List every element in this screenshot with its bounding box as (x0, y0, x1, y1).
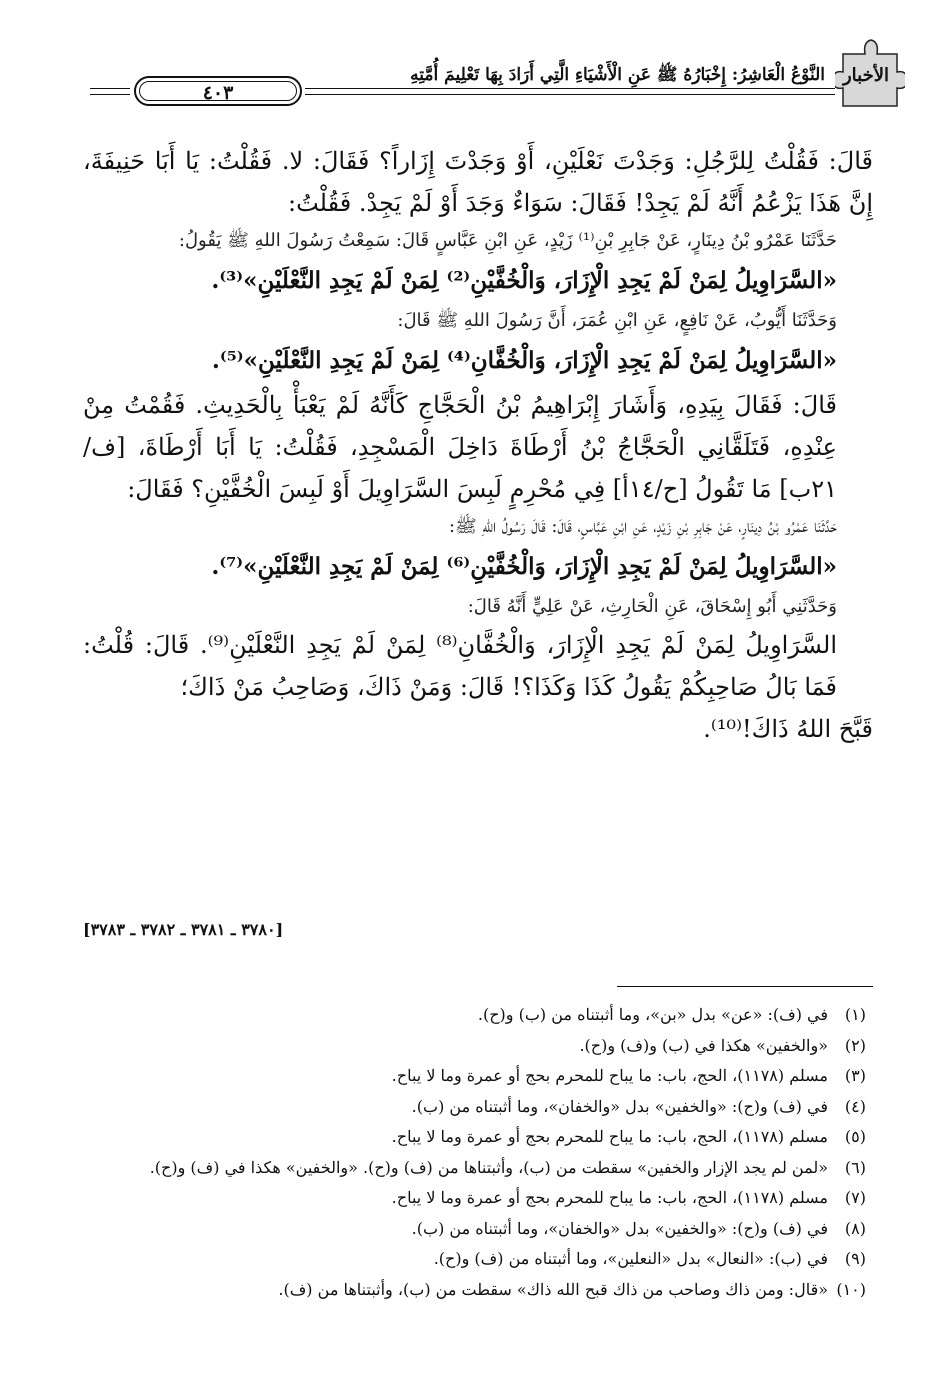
hadith-text: «السَّرَاوِيلُ لِمَنْ لَمْ يَجِدِ الْإِزَارَ، وَالْخُفَّانِ⁽⁴⁾ لِمَنْ لَمْ يَجِدِ النَّعْلَيْنِ»⁽⁵⁾. (211, 347, 837, 374)
footnote-number: (٧) (844, 1188, 866, 1207)
footnote-number: (٢) (844, 1035, 866, 1055)
header-rule (305, 94, 835, 95)
footnote-number: (٨) (844, 1218, 866, 1238)
footnote-number: (٣) (844, 1066, 866, 1085)
footnote-number: (١٠) (836, 1279, 866, 1299)
paragraph: قَالَ: فَقَالَ بِيَدِهِ، وَأَشَارَ إِبْرَاهِيمُ بْنُ الْحَجَّاجِ كَأَنَّهُ لَمْ يَعْبَأْ بِالْحَدِيثِ. فَقُمْتُ مِنْ عِنْدِهِ، فَتَلَقَّانِي الْحَجَّاجُ بْنُ أَرْطَاةَ دَاخِلَ الْمَسْجِدِ، فَقُلْتُ: يَا أَبَا أَرْطَاةَ، [ف/ ٢١ب] مَا تَقُولُ [ح/١٤أ] فِي مُحْرِمٍ لَبِسَ السَّرَاوِيلَ أَوْ لَبِسَ الْخُفَّيْنِ؟ فَقَالَ: (83, 391, 838, 503)
chapter-title: النَّوْعُ الْعَاشِرُ: إِخْبَارُهُ ﷺ عَنِ الْأَشْيَاءِ الَّتِي أَرَادَ بِهَا تَعْلِيمَ أُمَّتِهِ (410, 65, 825, 85)
page-header (90, 62, 895, 114)
footnote-number: (٤) (844, 1096, 866, 1116)
paragraph: قَالَ: فَقُلْتُ لِلرَّجُلِ: وَجَدْتَ نَعْلَيْنِ، أَوْ وَجَدْتَ إِزَاراً؟ فَقَالَ: لا. فَقُلْتُ: يَا أَبَا حَنِيفَةَ، إِنَّ هَذَا يَزْعُمُ أَنَّهُ لَمْ يَجِدْ! فَقَالَ: سَوَاءٌ وَجَدَ أَوْ لَمْ يَجِدْ. فَقُلْتُ: (83, 147, 873, 217)
header-rule (90, 94, 130, 95)
page-number: ٤٠٣ (139, 81, 297, 101)
footnote (60, 1122, 890, 1153)
footnote-number: (٥) (844, 1127, 866, 1146)
paragraph: السَّرَاوِيلُ لِمَنْ لَمْ يَجِدِ الْإِزَارَ، وَالْخُفَّانِ⁽⁸⁾ لِمَنْ لَمْ يَجِدِ النَّعْلَيْنِ⁽⁹⁾. قَالَ: قُلْتُ: فَمَا بَالُ صَاحِبِكُمْ يَقُولُ كَذَا وَكَذَا؟! قَالَ: وَمَنْ ذَاكَ، وَصَاحِبُ مَنْ ذَاكَ؛ (83, 631, 837, 701)
header-rule (305, 88, 835, 89)
isnad: وَحَدَّثَنِي أَبُو إِسْحَاقَ، عَنِ الْحَارِثِ، عَنْ عَلِيٍّ أَنَّهُ قَالَ: (467, 596, 837, 617)
footnote (60, 1000, 890, 1031)
footnote (60, 1275, 890, 1306)
isnad: حَدَّثَنَا عَمْرُو بْنُ دِينَارٍ، عَنْ جَابِرِ بْنِ زَيْدٍ، عَنِ ابْنِ عَبَّاسٍ، قَالَ: قَالَ رَسُولُ اللهِ ﷺ: (448, 516, 837, 537)
footnote (60, 1031, 890, 1062)
footnote (60, 1153, 890, 1184)
footnote-number: (٩) (844, 1249, 866, 1268)
footnote-text: «والخفين» هكذا في (ب) و(ف) و(ح). (579, 1035, 828, 1055)
footnote (60, 1244, 890, 1275)
hadith-text: «السَّرَاوِيلُ لِمَنْ لَمْ يَجِدِ الْإِزَارَ، وَالْخُفَّيْنِ⁽²⁾ لِمَنْ لَمْ يَجِدِ النَّعْلَيْنِ»⁽³⁾. (211, 267, 837, 294)
footnote-text: «لمن لم يجد الإزار والخفين» سقطت من (ب)، وأثبتناها من (ف) و(ح). «والخفين» هكذا في (ف) و(ح). (149, 1157, 828, 1177)
isnad: حَدَّثَنَا عَمْرُو بْنُ دِينَارٍ، عَنْ جَابِرِ بْنِ⁽¹⁾ زَيْدٍ، عَنِ ابْنِ عَبَّاسٍ قَالَ: سَمِعْتُ رَسُولَ اللهِ ﷺ يَقُولُ: (178, 230, 837, 251)
footnote-text: في (ف): «عن» بدل «بن»، وما أثبتناه من (ب) و(ح). (477, 1005, 828, 1024)
footnote-text: في (ف) و(ح): «والخفين» بدل «والخفان»، وما أثبتناه من (ب). (411, 1096, 828, 1116)
footnote-text: مسلم (١١٧٨)، الحج، باب: ما يباح للمحرم بحج أو عمرة وما لا يباح. (391, 1188, 828, 1207)
header-rule (90, 88, 130, 89)
main-text (83, 140, 873, 750)
hadith-reference-numbers: [٣٧٨٠ ـ ٣٧٨١ ـ ٣٧٨٢ ـ ٣٧٨٣] (83, 920, 284, 939)
hadith-text: «السَّرَاوِيلُ لِمَنْ لَمْ يَجِدِ الْإِزَارَ، وَالْخُفَّيْنِ⁽⁶⁾ لِمَنْ لَمْ يَجِدِ النَّعْلَيْنِ»⁽⁷⁾. (211, 553, 837, 580)
isnad: وَحَدَّثَنَا أَيُّوبُ، عَنْ نَافِعٍ، عَنِ ابْنِ عُمَرَ، أَنَّ رَسُولَ اللهِ ﷺ قَالَ: (397, 310, 837, 331)
footnote (60, 1061, 890, 1092)
paragraph: قَبَّحَ اللهُ ذَاكَ!⁽¹⁰⁾. (703, 715, 873, 743)
footnote (60, 1183, 890, 1214)
footnote (60, 1214, 890, 1245)
footnote-text: مسلم (١١٧٨)، الحج، باب: ما يباح للمحرم بحج أو عمرة وما لا يباح. (391, 1127, 828, 1146)
footnote-text: في (ب): «النعال» بدل «النعلين»، وما أثبتناه من (ف) و(ح). (433, 1249, 828, 1268)
footnote-text: في (ف) و(ح): «والخفين» بدل «والخفان»، وما أثبتناه من (ب). (411, 1218, 828, 1238)
footnote-separator (617, 986, 873, 987)
section-label: الأخبار (842, 65, 889, 86)
footnote (60, 1092, 890, 1123)
footnote-number: (١) (844, 1005, 866, 1024)
footnote-text: مسلم (١١٧٨)، الحج، باب: ما يباح للمحرم بحج أو عمرة وما لا يباح. (391, 1066, 828, 1085)
page-number-frame (134, 76, 302, 106)
footnote-text: «قال: ومن ذاك وصاحب من ذاك قبح الله ذاك» سقطت من (ب)، وأثبتناها من (ف). (278, 1279, 828, 1299)
footnotes (60, 1000, 890, 1305)
footnote-number: (٦) (844, 1157, 866, 1177)
